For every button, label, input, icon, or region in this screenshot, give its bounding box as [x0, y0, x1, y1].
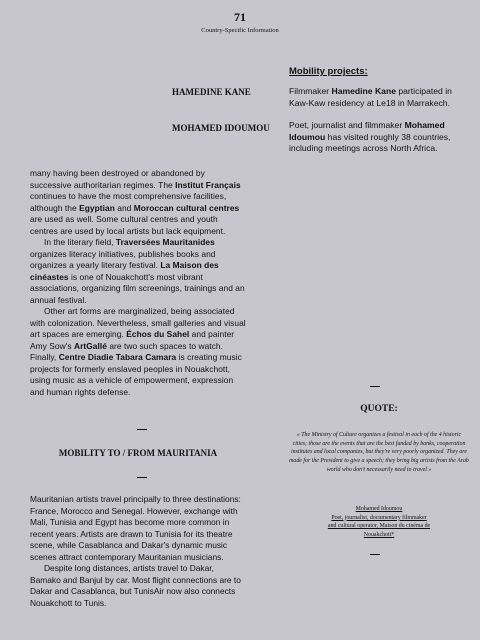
mobility-project-idoumou: [289, 120, 469, 155]
mobility-project-kane: [289, 86, 469, 109]
text-span: many having been destroyed or abandoned by successive authoritarian regimes. The: [30, 168, 205, 190]
text-span: Other art forms are marginalized, being associated with colonization. Nevertheless, small galleries and visual art spaces are emerging.: [30, 306, 246, 339]
section-divider-dash: —: [137, 472, 147, 483]
text-span: is creating music projects for formerly enslaved peoples in Nouakchott, using music as a vehicle of empowerment, expression and human rights defense.: [30, 352, 242, 397]
quote-attribution: [289, 505, 469, 540]
text-span: and: [114, 202, 134, 213]
quote-title: QUOTE:: [360, 404, 398, 414]
attribution-line: Mohamed Idoumou: [355, 506, 403, 512]
section-label: Country-Specific Information: [201, 27, 279, 34]
paragraph: Despite long distances, artists travel to Dakar, Bamako and Banjul by car. Most flight connections are to Dakar and Casablanca, but TunisAir now also connects Nouakchott to Tunis.: [30, 563, 241, 608]
quote-divider-dash: —: [370, 549, 380, 560]
org-name: Traversées Mauritanides: [115, 237, 215, 247]
text-span: participated in Kaw-Kaw residency at Le18 in Marrakech.: [289, 86, 452, 108]
paragraph: [30, 306, 246, 398]
text-span: organizes literacy initiatives, publishes books and organizes a yearly literary festival.: [30, 248, 216, 270]
page-header: [0, 10, 480, 34]
org-name: ArtGallé: [73, 340, 107, 351]
org-name: La Maison des cinéastes: [30, 260, 219, 282]
name-label-kane: HAMEDINE KANE: [172, 87, 251, 97]
org-name: Institut Français: [175, 179, 241, 190]
name-label-idoumou: MOHAMED IDOUMOU: [172, 123, 270, 133]
org-name: Échos du Sahel: [126, 329, 190, 339]
paragraph: [30, 168, 246, 237]
text-span: is one of Nouakchott's most vibrant associations, organizing film screenings, trainings and an annual festival.: [30, 271, 245, 305]
text-span: In the literary field,: [44, 237, 116, 247]
mobility-projects-heading: Mobility projects:: [289, 66, 368, 77]
text-span: are two such spaces to watch. Finally,: [30, 340, 223, 362]
page-number: 71: [234, 10, 246, 24]
text-span: are used as well. Some cultural centres and youth centres are used by local artists but lack equipment.: [30, 214, 226, 236]
quote-divider-dash: —: [370, 381, 380, 392]
org-name: Moroccan cultural centres: [133, 202, 240, 213]
name-bold: Mohamed Idoumou: [289, 120, 445, 142]
mobility-section-text: [30, 494, 246, 609]
cultural-spaces-text: [30, 168, 246, 398]
section-divider-dash: —: [137, 424, 147, 435]
text-span: Filmmaker: [289, 86, 332, 96]
attribution-line: Nouakchott*: [363, 532, 395, 539]
quote-text: « The Ministry of Culture organizes a festival in each of the 4 historic cities; those are the events that are the best funded by banks, cooperation institutes and local companies, but they're very poorly organized. They are made for the President to give a speech; they bring big artists from the Arab world who don't necessarily need to travel »: [289, 432, 469, 473]
attribution-line: Poet, journalist, documentary filmmaker: [331, 514, 427, 521]
name-bold: Hamedine Kane: [331, 86, 396, 96]
paragraph: Mauritanian artists travel principally to three destinations: France, Morocco and Senegal. However, exchange with Mali, Tunisia and Egypt has become more common in recent years. Artists are drawn to Tunisia for its theatre scene, while Casablanca and Dakar's dynamic music scenes attract contemporary Mauritanian musicians.: [30, 494, 241, 562]
paragraph: [30, 237, 246, 306]
text-span: continues to have the most comprehensive facilities, although the: [30, 191, 227, 213]
text-span: and painter Amy Sow's: [30, 329, 235, 351]
mobility-section-title: MOBILITY TO / FROM MAURITANIA: [58, 448, 218, 458]
text-span: Poet, journalist and filmmaker: [289, 120, 405, 130]
org-name: Egyptian: [79, 202, 115, 213]
attribution-line: and cultural operator, Maison du cinéma de: [327, 523, 431, 530]
org-name: Centre Diadie Tabara Camara: [58, 352, 177, 362]
text-span: has visited roughly 38 countries, including meetings across North Africa.: [289, 131, 451, 153]
